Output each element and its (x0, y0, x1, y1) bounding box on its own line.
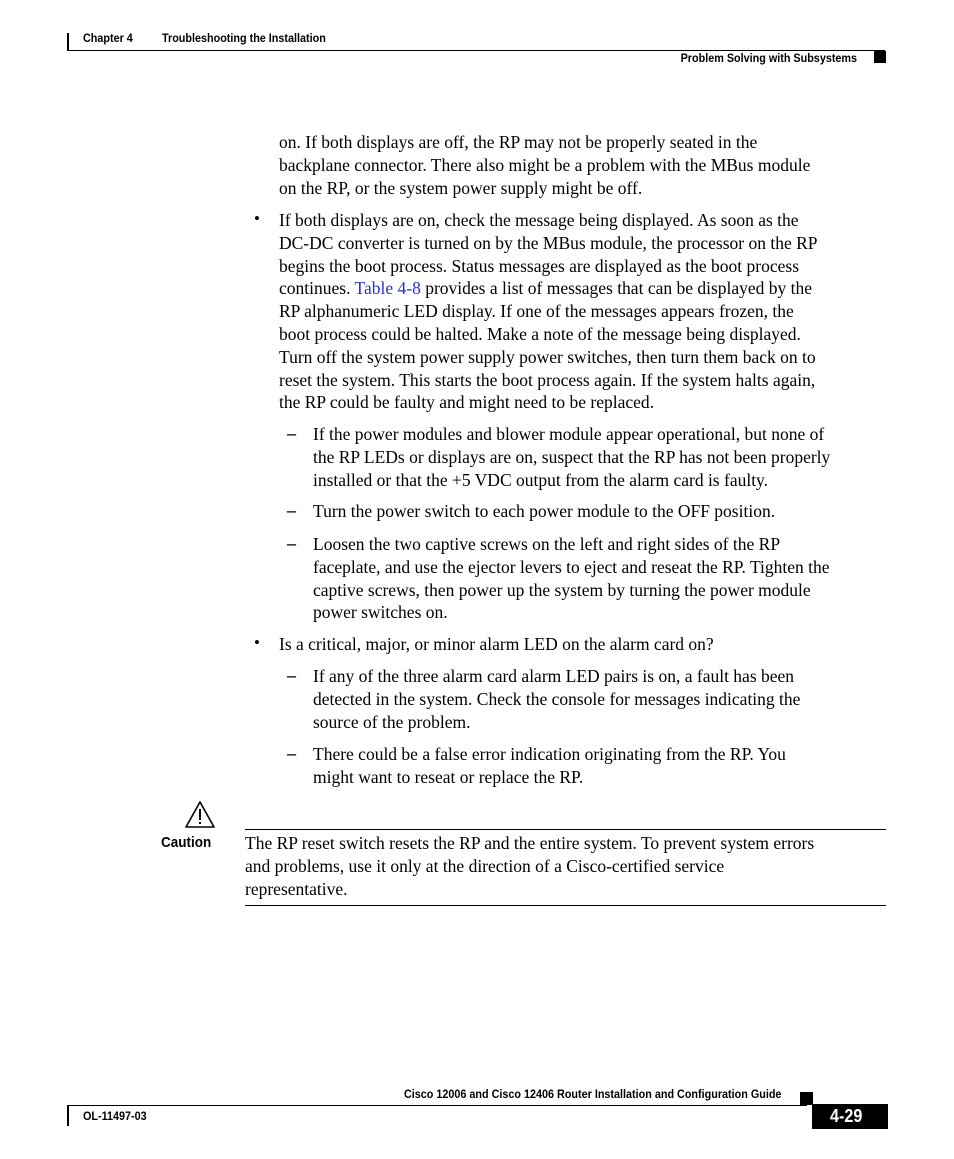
bullet-marker: • (254, 633, 260, 652)
text-line: the RP LEDs or displays are on, suspect that the RP has not been properly (313, 446, 831, 467)
dash-marker: – (287, 500, 296, 520)
table-4-8-link[interactable]: Table 4-8 (354, 278, 421, 299)
bullet-item-alarm-led (279, 633, 889, 656)
footer-rule (67, 1105, 807, 1106)
text-line: installed or that the +5 VDC output from the alarm card is faulty. (313, 469, 769, 490)
dash-marker: – (287, 423, 296, 443)
header-block (874, 51, 886, 63)
footer-left-bar (67, 1105, 69, 1126)
text-line: Is a critical, major, or minor alarm LED on the alarm card on? (279, 634, 714, 654)
text-line: The RP reset switch resets the RP and the entire system. To prevent system errors (245, 833, 815, 853)
dash-item-reseat (313, 533, 893, 624)
text-line: reset the system. This starts the boot process again. If the system halts again, (279, 369, 816, 390)
bullet-marker: • (254, 209, 260, 228)
text-line: If the power modules and blower module appear operational, but none of (313, 424, 825, 444)
text-line: RP alphanumeric LED display. If one of the messages appears frozen, the (279, 301, 794, 322)
text-line: power switches on. (313, 602, 448, 623)
dash-marker: – (287, 665, 296, 685)
text-line: DC-DC converter is turned on by the MBus module, the processor on the RP (279, 232, 818, 253)
chapter-title: Troubleshooting the Installation (162, 31, 326, 45)
text-line: backplane connector. There also might be a problem with the MBus module (279, 154, 811, 175)
caution-bottom-rule (245, 905, 886, 906)
caution-top-rule (245, 829, 886, 830)
guide-title: Cisco 12006 and Cisco 12406 Router Installation and Configuration Guide (403, 1087, 781, 1101)
dash-item-false-error (313, 743, 893, 789)
caution-label: Caution (161, 834, 212, 851)
text-line: Turn off the system power supply power switches, then turn them back on to (279, 346, 816, 367)
text-line: detected in the system. Check the console for messages indicating the (313, 688, 801, 709)
text-line: captive screws, then power up the system by turning the power module (313, 579, 811, 600)
text-line: on. If both displays are off, the RP may not be properly seated in the (279, 132, 758, 152)
text-line: representative. (245, 878, 348, 899)
text-line: Turn the power switch to each power module to the OFF position. (313, 501, 776, 521)
text-line: source of the problem. (313, 711, 471, 732)
text-line: on the RP, or the system power supply might be off. (279, 177, 643, 198)
text-line: There could be a false error indication originating from the RP. You (313, 744, 786, 764)
doc-number: OL-11497-03 (83, 1109, 147, 1123)
page-number: 4-29 (830, 1106, 863, 1126)
caution-text (245, 832, 890, 900)
warning-triangle-icon (184, 800, 216, 829)
text-line: the RP could be faulty and might need to be replaced. (279, 392, 655, 413)
dash-item-leds-off (313, 423, 893, 491)
text-line: begins the boot process. Status messages are displayed as the boot process (279, 255, 800, 276)
text-line: If both displays are on, check the message being displayed. As soon as the (279, 210, 799, 230)
bullet-item-displays-on (279, 209, 889, 414)
text-line: boot process could be halted. Make a note of the message being displayed. (279, 323, 801, 344)
dash-item-power-off (313, 500, 893, 523)
dash-marker: – (287, 533, 296, 553)
text-line: Loosen the two captive screws on the left and right sides of the RP (313, 534, 781, 554)
header-left-bar (67, 33, 69, 51)
section-title: Problem Solving with Subsystems (680, 51, 857, 65)
paragraph-continued (279, 131, 889, 199)
text-line: and problems, use it only at the direction of a Cisco-certified service (245, 855, 725, 876)
text-line: faceplate, and use the ejector levers to eject and reseat the RP. Tighten the (313, 556, 830, 577)
text-line: might want to reseat or replace the RP. (313, 766, 584, 787)
dash-marker: – (287, 743, 296, 763)
text-line: continues. Table 4-8 provides a list of messages that can be displayed by the (279, 278, 813, 299)
text-line: If any of the three alarm card alarm LED pairs is on, a fault has been (313, 666, 795, 686)
dash-item-fault-detected (313, 665, 893, 733)
chapter-number: Chapter 4 (83, 31, 133, 45)
